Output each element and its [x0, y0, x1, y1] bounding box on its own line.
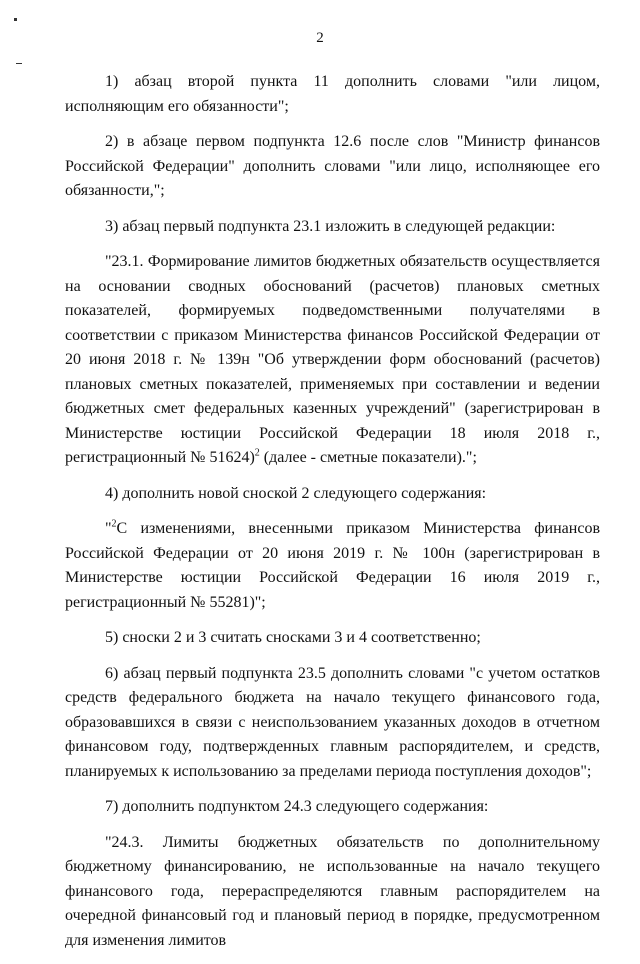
- document-body: [65, 70, 600, 964]
- page-number: 2: [316, 30, 324, 46]
- footnote-mark: 2: [111, 518, 117, 530]
- paragraph: 7) дополнить подпунктом 24.3 следующего содержания:: [105, 798, 489, 815]
- paragraph: "24.3. Лимиты бюджетных обязательств по дополнительному бюджетному финансированию, не использованные на начало текущего финансового года, перераспределяются главным распорядителем на очередной финансовый год и плановый период в порядке, предусмотренном для изменения лимитов: [65, 833, 600, 949]
- paragraph: 3) абзац первый подпункта 23.1 изложить в следующей редакции:: [105, 217, 556, 235]
- paragraph: "$^2$С изменениями, внесенными приказом Министерства финансов Российской Федерации от 20 июня 2019 г. № 100н (зарегистрирован в Министерстве юстиции Российской Федерации 16 июля 2019 г., регистрационный № 55281)";: [65, 518, 600, 611]
- scan-mark: [16, 63, 22, 64]
- scan-mark: [14, 18, 17, 21]
- paragraph: "23.1. Формирование лимитов бюджетных обязательств осуществляется на основании сводных обоснований (расчетов) плановых сметных показателей, формируемых подведомственными получателями в соответствии с приказом Министерства финансов Российской Федерации от 20 июня 2018 г. № 139н "Об утверждении форм обоснований (расчетов) плановых сметных показателей, применяемых при составлении и ведении бюджетных смет федеральных казенных учреждений" (зарегистрирован в Министерстве юстиции Российской Федерации 18 июля 2018 г., регистрационный № 51624)$^2$ (далее - сметные показатели).";: [65, 253, 600, 466]
- paragraph: 5) сноски 2 и 3 считать сносками 3 и 4 соответственно;: [105, 629, 481, 646]
- paragraph: 4) дополнить новой сноской 2 следующего содержания:: [105, 484, 487, 502]
- paragraph: 1) абзац второй пункта 11 дополнить словами "или лицом, исполняющим его обязанности";: [65, 73, 600, 115]
- paragraph: 6) абзац первый подпункта 23.5 дополнить словами "с учетом остатков средств федерального бюджета на начало текущего финансового года, образовавшихся в связи с неиспользованием указанных доходов в отчетном финансовом году, подтвержденных главным распорядителем, и средств, планируемых к использованию за пределами периода поступления доходов";: [65, 664, 600, 780]
- paragraph: 2) в абзаце первом подпункта 12.6 после слов "Министр финансов Российской Федерации" дополнить словами "или лицо, исполняющее его обязанности,";: [65, 133, 600, 199]
- footnote-mark: 2: [254, 447, 260, 459]
